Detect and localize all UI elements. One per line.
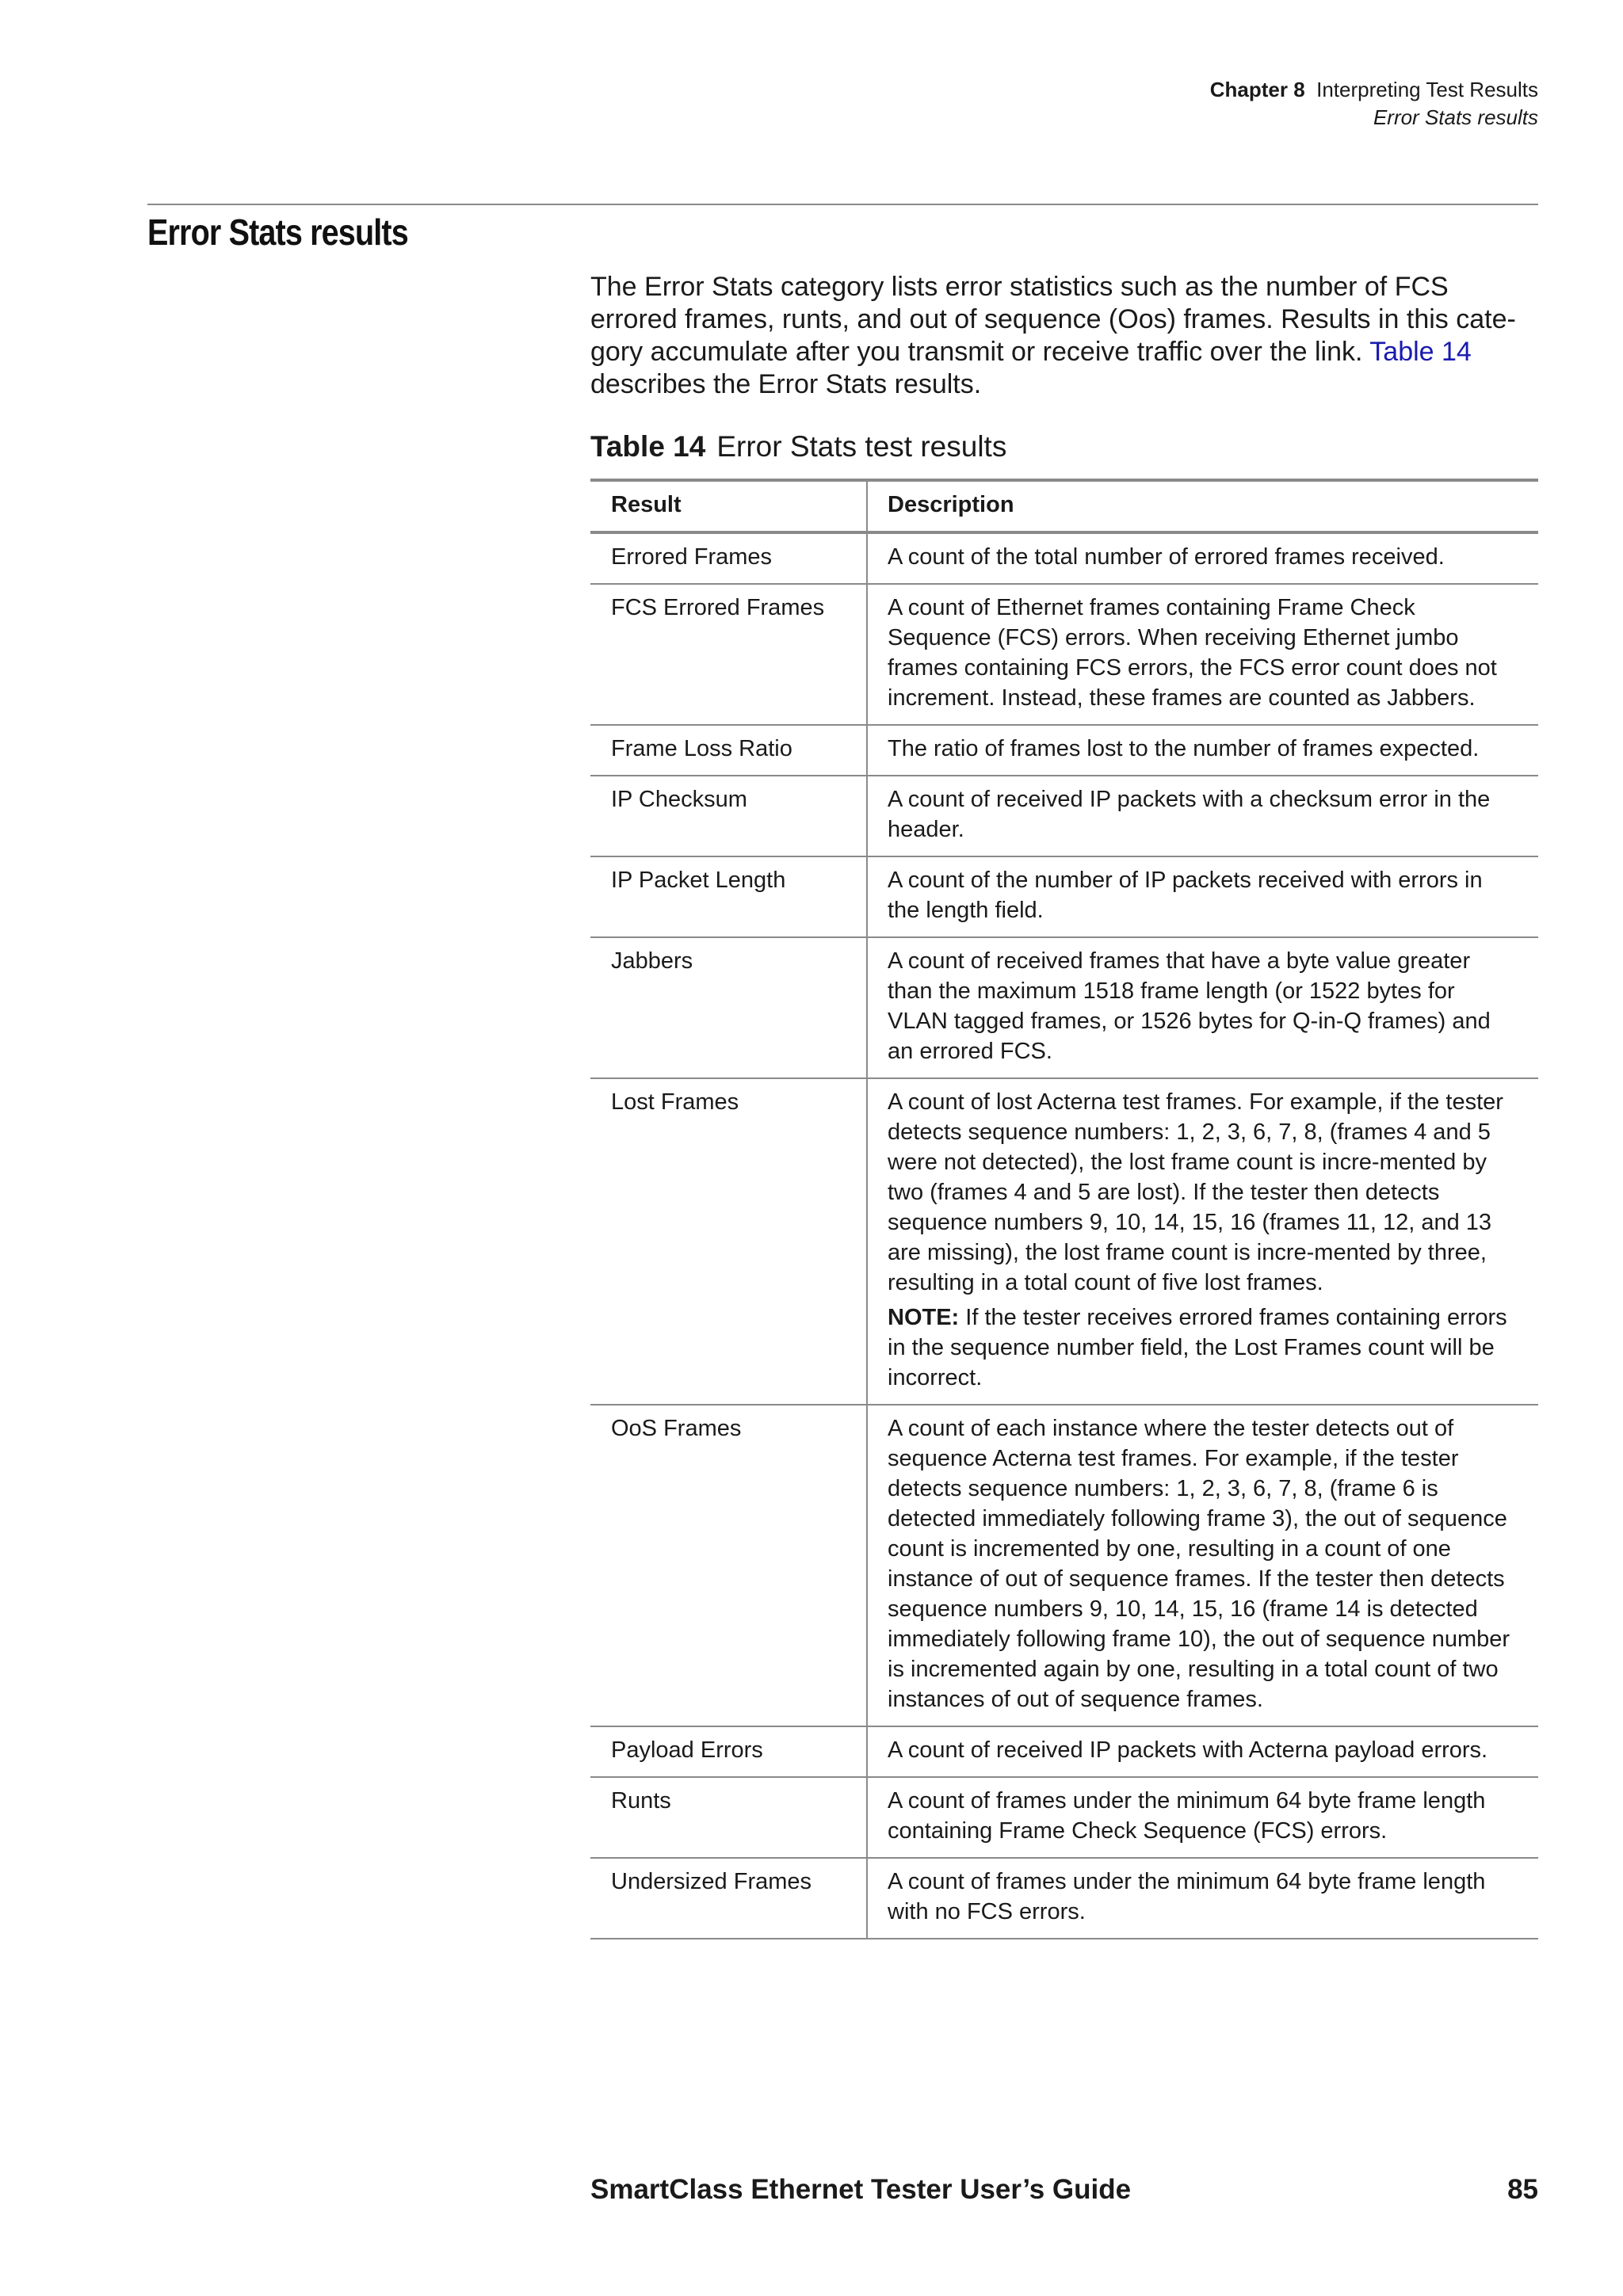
section-rule bbox=[147, 204, 1538, 205]
table-row bbox=[590, 1777, 1538, 1858]
table-row bbox=[590, 856, 1538, 937]
table-caption bbox=[590, 428, 1006, 466]
description-cell bbox=[867, 937, 1538, 1078]
error-stats-table bbox=[590, 479, 1538, 1939]
result-cell: OoS Frames bbox=[590, 1405, 867, 1726]
chapter-label: Chapter 8 bbox=[1209, 78, 1305, 101]
result-cell: Undersized Frames bbox=[590, 1858, 867, 1939]
table-caption-number: Table 14 bbox=[590, 430, 706, 463]
description-text: A count of frames under the minimum 64 byte frame length containing Frame Check Sequence (FCS) errors. bbox=[888, 1788, 1486, 1844]
description-text: A count of received IP packets with Acterna payload errors. bbox=[888, 1737, 1488, 1763]
table-caption-title: Error Stats test results bbox=[716, 430, 1007, 463]
description-text: A count of the total number of errored frames received. bbox=[888, 544, 1445, 570]
chapter-line bbox=[1210, 76, 1538, 104]
table-row bbox=[590, 584, 1538, 725]
description-text: A count of received frames that have a byte value greater than the maximum 1518 frame length (or 1522 bytes for VLAN tagged frames, or 1526 bytes for Q-in-Q frames) and an errored FCS. bbox=[888, 948, 1491, 1064]
description-text: A count of the number of IP packets received with errors in the length field. bbox=[888, 868, 1483, 923]
description-cell bbox=[867, 776, 1538, 856]
result-cell: Frame Loss Ratio bbox=[590, 725, 867, 776]
note-label: NOTE: bbox=[888, 1305, 960, 1330]
description-cell bbox=[867, 1726, 1538, 1777]
result-cell: Jabbers bbox=[590, 937, 867, 1078]
table-row bbox=[590, 532, 1538, 584]
chapter-title: Interpreting Test Results bbox=[1316, 78, 1538, 101]
result-cell: Payload Errors bbox=[590, 1726, 867, 1777]
section-title: Error Stats results bbox=[147, 212, 408, 253]
description-cell bbox=[867, 532, 1538, 584]
description-cell bbox=[867, 1777, 1538, 1858]
description-text: A count of each instance where the tester detects out of sequence Acterna test frames. For example, if the tester detects sequence numbers: 1, 2, 3, 6, 7, 8, (frame 6 is detected immediately following frame 3), the out of sequence count is incremented by one, resulting in a count of one instance of out of sequence frames. If the tester then detects sequence numbers 9, 10, 14, 15, 16 (frame 14 is detected immediately following frame 10), the out of sequence number is incremented again by one, resulting in a total count of two instances of out of sequence frames. bbox=[888, 1416, 1510, 1712]
description-text: A count of frames under the minimum 64 byte frame length with no FCS errors. bbox=[888, 1869, 1486, 1924]
table-row bbox=[590, 937, 1538, 1078]
result-cell: IP Checksum bbox=[590, 776, 867, 856]
running-header bbox=[1210, 76, 1538, 132]
result-cell: Errored Frames bbox=[590, 532, 867, 584]
table-row bbox=[590, 1858, 1538, 1939]
description-cell bbox=[867, 725, 1538, 776]
description-text: The ratio of frames lost to the number of frames expected. bbox=[888, 736, 1480, 761]
intro-text-after: describes the Error Stats results. bbox=[590, 369, 982, 399]
page-number: 85 bbox=[1507, 2174, 1538, 2205]
table-row bbox=[590, 725, 1538, 776]
header-section: Error Stats results bbox=[1373, 105, 1538, 129]
table-row bbox=[590, 1405, 1538, 1726]
header-result: Result bbox=[590, 480, 867, 532]
description-cell bbox=[867, 856, 1538, 937]
table-14-link[interactable]: Table 14 bbox=[1369, 337, 1472, 367]
intro-paragraph bbox=[590, 271, 1538, 401]
description-text: A count of Ethernet frames containing Frame Check Sequence (FCS) errors. When receiving Ethernet jumbo frames containing FCS errors, the FCS error count does not increment. Instead, these frames are counted as Jabbers. bbox=[888, 595, 1497, 711]
note-text: If the tester receives errored frames containing errors in the sequence number field, the Lost Frames count will be incorrect. bbox=[888, 1305, 1507, 1390]
description-text: A count of lost Acterna test frames. For example, if the tester detects sequence numbers: 1, 2, 3, 6, 7, 8, (frames 4 and 5 were not detected), the lost frame count is incre-mented by two (frames 4 and 5 are lost). If the tester then detects sequence numbers 9, 10, 14, 15, 16 (frames 11, 12, and 13 are missing), the lost frame count is incre-mented by three, resulting in a total count of five lost frames. bbox=[888, 1089, 1503, 1295]
result-cell: FCS Errored Frames bbox=[590, 584, 867, 725]
footer-guide-title: SmartClass Ethernet Tester User’s Guide bbox=[590, 2174, 1132, 2205]
description-cell bbox=[867, 1078, 1538, 1405]
note-paragraph bbox=[888, 1302, 1519, 1393]
description-cell bbox=[867, 1405, 1538, 1726]
description-cell bbox=[867, 584, 1538, 725]
result-cell: Runts bbox=[590, 1777, 867, 1858]
description-cell bbox=[867, 1858, 1538, 1939]
result-cell: Lost Frames bbox=[590, 1078, 867, 1405]
table-row bbox=[590, 776, 1538, 856]
intro-text-before: The Error Stats category lists error statistics such as the number of FCS errored frames, runts, and out of sequence (Oos) frames. Results in this cate-gory accumulate after you transmit or receive traffic over the link. bbox=[590, 272, 1516, 367]
header-description: Description bbox=[888, 492, 1014, 517]
table-row bbox=[590, 1078, 1538, 1405]
result-cell: IP Packet Length bbox=[590, 856, 867, 937]
table-header-row bbox=[590, 480, 1538, 532]
table-row bbox=[590, 1726, 1538, 1777]
description-text: A count of received IP packets with a checksum error in the header. bbox=[888, 787, 1491, 842]
